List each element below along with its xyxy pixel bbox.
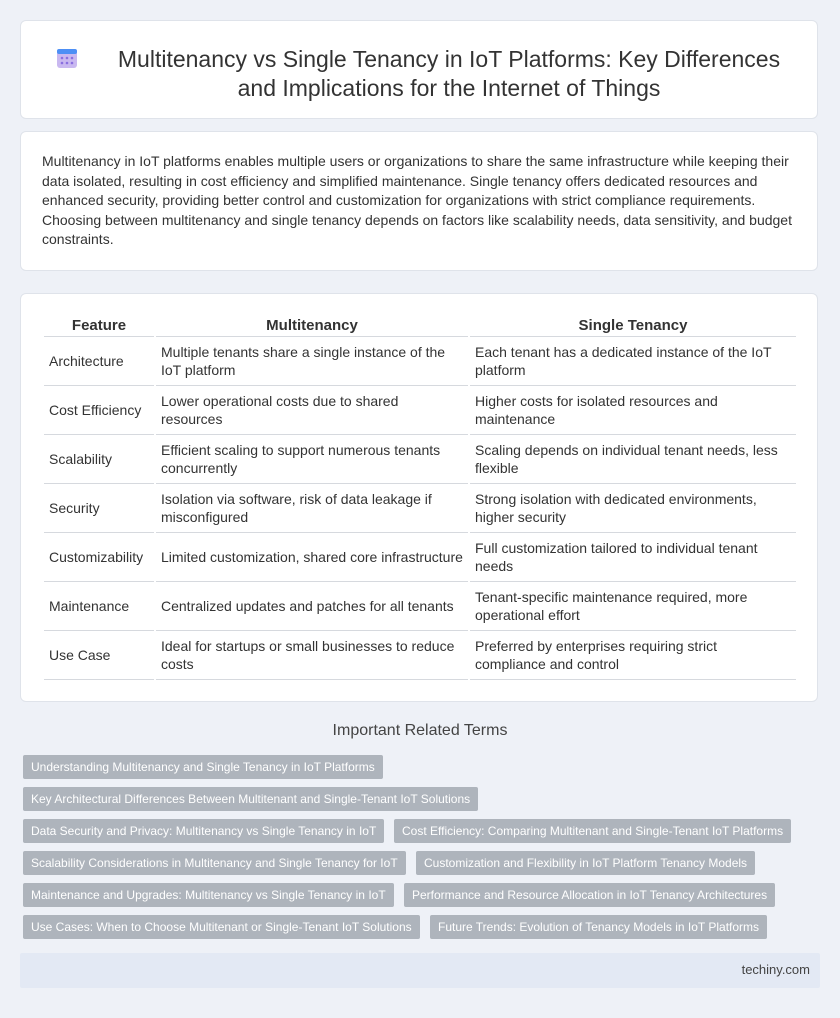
header-multitenancy: Multitenancy [156, 314, 468, 337]
cell-single-tenancy: Strong isolation with dedicated environments, higher security [470, 484, 796, 533]
related-term-chip[interactable]: Maintenance and Upgrades: Multitenancy vs Single Tenancy in IoT [23, 883, 394, 907]
calendar-grid-icon [56, 47, 78, 69]
header-feature: Feature [44, 314, 154, 337]
table-row [44, 435, 796, 484]
cell-feature: Customizability [44, 533, 154, 582]
related-term-chip[interactable]: Understanding Multitenancy and Single Tenancy in IoT Platforms [23, 755, 383, 779]
related-term-chip[interactable]: Key Architectural Differences Between Multitenant and Single-Tenant IoT Solutions [23, 787, 478, 811]
cell-feature: Maintenance [44, 582, 154, 631]
cell-feature: Scalability [44, 435, 154, 484]
related-term-chip[interactable]: Scalability Considerations in Multitenancy and Single Tenancy for IoT [23, 851, 406, 875]
cell-feature: Cost Efficiency [44, 386, 154, 435]
cell-multitenancy: Lower operational costs due to shared resources [156, 386, 468, 435]
table-row [44, 337, 796, 386]
cell-feature: Architecture [44, 337, 154, 386]
page-title: Multitenancy vs Single Tenancy in IoT Platforms: Key Differences and Implications for the Internet of Things [117, 46, 781, 101]
cell-single-tenancy: Full customization tailored to individual tenant needs [470, 533, 796, 582]
related-term-chip[interactable]: Performance and Resource Allocation in IoT Tenancy Architectures [404, 883, 775, 907]
comparison-table [42, 314, 798, 680]
related-term-chip[interactable]: Future Trends: Evolution of Tenancy Models in IoT Platforms [430, 915, 767, 939]
table-row [44, 631, 796, 680]
cell-feature: Security [44, 484, 154, 533]
title-card [20, 20, 818, 119]
cell-multitenancy: Efficient scaling to support numerous tenants concurrently [156, 435, 468, 484]
cell-single-tenancy: Scaling depends on individual tenant needs, less flexible [470, 435, 796, 484]
table-row [44, 484, 796, 533]
table-row [44, 386, 796, 435]
cell-single-tenancy: Higher costs for isolated resources and maintenance [470, 386, 796, 435]
footer-site[interactable]: techiny.com [741, 962, 810, 977]
related-term-chip[interactable]: Data Security and Privacy: Multitenancy vs Single Tenancy in IoT [23, 819, 384, 843]
cell-multitenancy: Ideal for startups or small businesses to reduce costs [156, 631, 468, 680]
cell-single-tenancy: Each tenant has a dedicated instance of the IoT platform [470, 337, 796, 386]
cell-multitenancy: Limited customization, shared core infrastructure [156, 533, 468, 582]
table-header-row [44, 314, 796, 337]
comparison-table-card [20, 293, 818, 702]
table-row [44, 533, 796, 582]
intro-card [20, 131, 818, 271]
related-term-chip[interactable]: Use Cases: When to Choose Multitenant or Single-Tenant IoT Solutions [23, 915, 420, 939]
related-term-chip[interactable]: Cost Efficiency: Comparing Multitenant and Single-Tenant IoT Platforms [394, 819, 791, 843]
cell-feature: Use Case [44, 631, 154, 680]
cell-single-tenancy: Tenant-specific maintenance required, more operational effort [470, 582, 796, 631]
header-single-tenancy: Single Tenancy [470, 314, 796, 337]
related-terms-title: Important Related Terms [332, 722, 508, 739]
intro-paragraph: Multitenancy in IoT platforms enables multiple users or organizations to share the same infrastructure while keeping their data isolated, resulting in cost efficiency and simplified maintenance. Single tenancy offers dedicated resources and enhanced security, providing better control and customization for organizations with strict compliance requirements. Choosing between multitenancy and single tenancy depends on factors like scalability needs, data sensitivity, and budget constraints. [42, 153, 792, 248]
related-term-chip[interactable]: Customization and Flexibility in IoT Platform Tenancy Models [416, 851, 755, 875]
cell-multitenancy: Isolation via software, risk of data leakage if misconfigured [156, 484, 468, 533]
footer [20, 953, 820, 988]
table-row [44, 582, 796, 631]
cell-multitenancy: Centralized updates and patches for all tenants [156, 582, 468, 631]
cell-single-tenancy: Preferred by enterprises requiring strict compliance and control [470, 631, 796, 680]
cell-multitenancy: Multiple tenants share a single instance of the IoT platform [156, 337, 468, 386]
